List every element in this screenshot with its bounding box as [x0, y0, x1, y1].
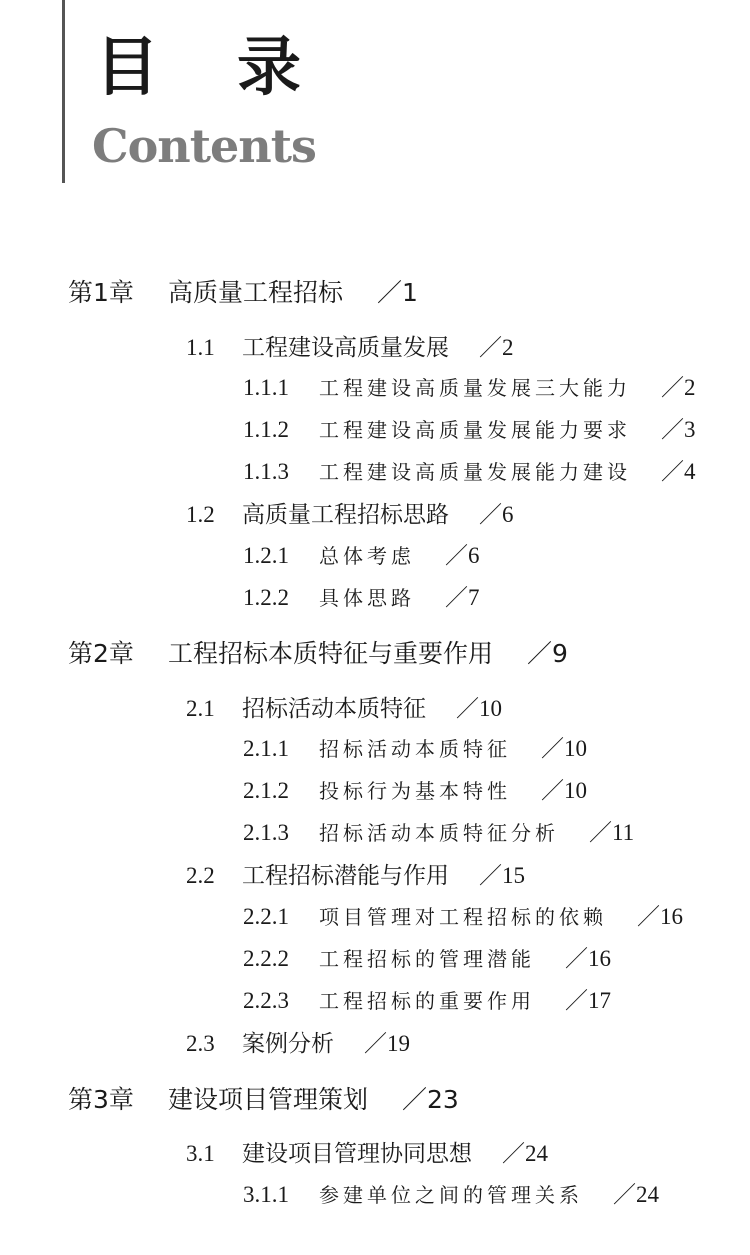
subsection-number: 1.1.2	[243, 417, 289, 442]
section-title: 招标活动本质特征	[242, 696, 426, 721]
subsection-title: 工程建设高质量发展能力要求	[319, 418, 631, 442]
section-title: 工程建设高质量发展	[242, 335, 449, 360]
chapter-title: 工程招标本质特征与重要作用	[168, 639, 494, 668]
page-title: 目录	[95, 31, 379, 105]
page-number: ／16	[637, 904, 683, 929]
page-number: ／4	[661, 459, 696, 484]
section-number: 2.3	[186, 1031, 215, 1056]
page-number: ／15	[479, 863, 525, 888]
toc-subsection[interactable]	[243, 415, 696, 445]
header-rule	[62, 0, 65, 183]
subsection-title: 总体考虑	[319, 544, 415, 568]
section-title: 建设项目管理协同思想	[242, 1141, 472, 1166]
subsection-number: 1.2.2	[243, 585, 289, 610]
chapter-number: 第1章	[68, 278, 134, 307]
page-number: ／23	[402, 1085, 459, 1114]
chapter-number: 第3章	[68, 1085, 134, 1114]
subsection-title: 工程建设高质量发展三大能力	[319, 376, 631, 400]
subsection-title: 具体思路	[319, 586, 415, 610]
page-number: ／10	[456, 696, 502, 721]
subsection-number: 2.1.1	[243, 736, 289, 761]
subsection-number: 3.1.1	[243, 1182, 289, 1207]
subsection-title: 招标活动本质特征	[319, 737, 511, 761]
section-title: 案例分析	[242, 1031, 334, 1056]
section-title: 工程招标潜能与作用	[242, 863, 449, 888]
toc-section[interactable]	[186, 500, 514, 530]
subsection-number: 1.2.1	[243, 543, 289, 568]
page-number: ／6	[445, 543, 480, 568]
toc-section[interactable]	[186, 1029, 410, 1059]
toc-subsection[interactable]	[243, 583, 480, 613]
toc-chapter[interactable]	[68, 277, 418, 309]
page-number: ／1	[377, 278, 418, 307]
chapter-title: 高质量工程招标	[168, 278, 344, 307]
subsection-title: 工程建设高质量发展能力建设	[319, 460, 631, 484]
toc-subsection[interactable]	[243, 1180, 659, 1210]
section-number: 1.1	[186, 335, 215, 360]
toc-subsection[interactable]	[243, 373, 696, 403]
section-number: 2.1	[186, 696, 215, 721]
toc-section[interactable]	[186, 861, 525, 891]
subsection-number: 2.2.2	[243, 946, 289, 971]
page-number: ／19	[364, 1031, 410, 1056]
page-number: ／2	[479, 335, 514, 360]
toc-section[interactable]	[186, 1139, 548, 1169]
subsection-number: 2.2.1	[243, 904, 289, 929]
page-number: ／2	[661, 375, 696, 400]
page-number: ／24	[502, 1141, 548, 1166]
subsection-title: 参建单位之间的管理关系	[319, 1183, 583, 1207]
page-number: ／10	[541, 778, 587, 803]
section-title: 高质量工程招标思路	[242, 502, 449, 527]
toc-subsection[interactable]	[243, 457, 696, 487]
page-number: ／7	[445, 585, 480, 610]
subsection-title: 工程招标的管理潜能	[319, 947, 535, 971]
subsection-number: 1.1.3	[243, 459, 289, 484]
page-subtitle: Contents	[92, 119, 316, 173]
subsection-number: 1.1.1	[243, 375, 289, 400]
subsection-title: 工程招标的重要作用	[319, 989, 535, 1013]
subsection-title: 投标行为基本特性	[319, 779, 511, 803]
section-number: 3.1	[186, 1141, 215, 1166]
page-number: ／3	[661, 417, 696, 442]
toc-subsection[interactable]	[243, 541, 480, 571]
toc-subsection[interactable]	[243, 734, 587, 764]
subsection-title: 招标活动本质特征分析	[319, 821, 559, 845]
page-number: ／16	[565, 946, 611, 971]
chapter-number: 第2章	[68, 639, 134, 668]
toc-chapter[interactable]	[68, 638, 568, 670]
page-number: ／11	[589, 820, 635, 845]
toc-section[interactable]	[186, 694, 502, 724]
toc-subsection[interactable]	[243, 944, 611, 974]
toc-chapter[interactable]	[68, 1084, 459, 1116]
subsection-number: 2.1.3	[243, 820, 289, 845]
toc-subsection[interactable]	[243, 818, 634, 848]
toc-section[interactable]	[186, 333, 514, 363]
page-number: ／6	[479, 502, 514, 527]
section-number: 2.2	[186, 863, 215, 888]
page-number: ／9	[527, 639, 568, 668]
chapter-title: 建设项目管理策划	[168, 1085, 369, 1114]
page-number: ／10	[541, 736, 587, 761]
subsection-number: 2.1.2	[243, 778, 289, 803]
toc-subsection[interactable]	[243, 986, 611, 1016]
subsection-number: 2.2.3	[243, 988, 289, 1013]
toc-subsection[interactable]	[243, 776, 587, 806]
section-number: 1.2	[186, 502, 215, 527]
page-number: ／17	[565, 988, 611, 1013]
subsection-title: 项目管理对工程招标的依赖	[319, 905, 607, 929]
toc-subsection[interactable]	[243, 902, 683, 932]
page-number: ／24	[613, 1182, 659, 1207]
